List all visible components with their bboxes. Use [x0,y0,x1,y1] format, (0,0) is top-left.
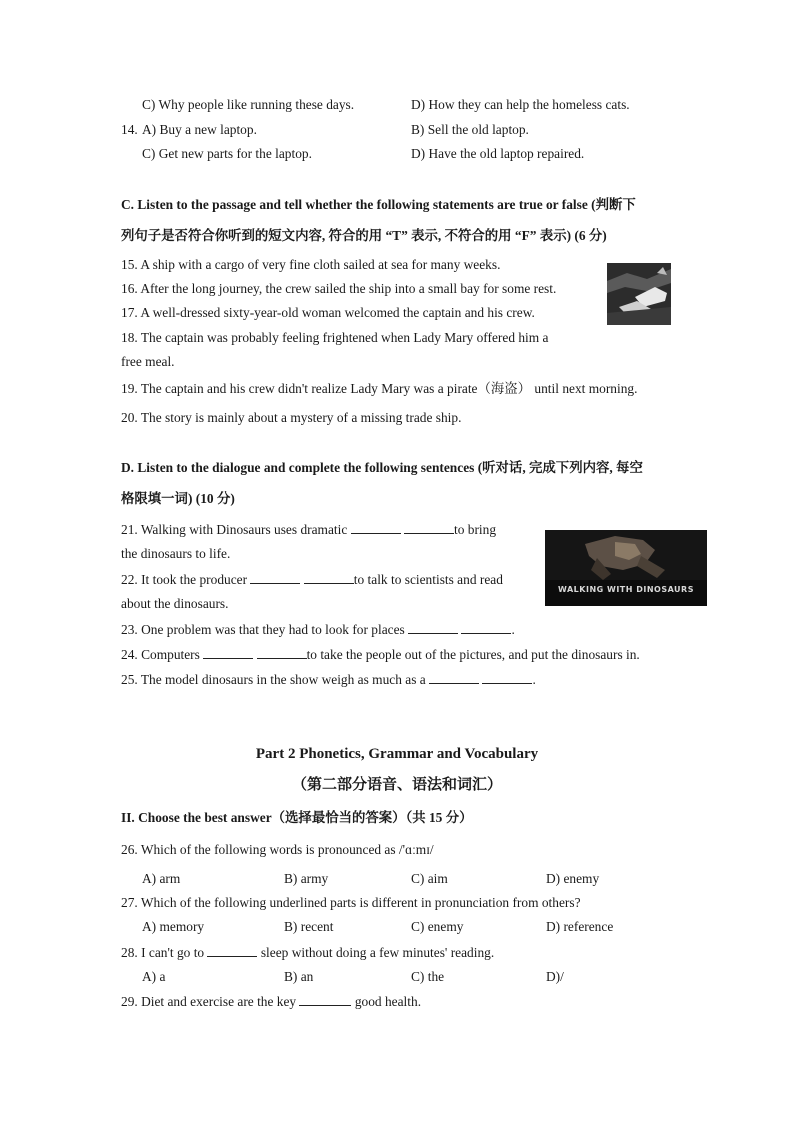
q27-option-d: D) reference [546,919,614,934]
q28-option-b: B) an [284,969,314,984]
blank-21-1[interactable] [351,521,401,534]
statement-17: 17. A well-dressed sixty-year-old woman welcomed the captain and his crew. [121,305,535,320]
sentence-24-text-end: to take the people out of the pictures, and put the dinosaurs in. [306,647,640,662]
dinosaur-show-image [545,530,707,606]
q27-option-a: A) memory [142,919,205,934]
sentence-21 [121,521,496,538]
sentence-22-cont: about the dinosaurs. [121,596,229,611]
sentence-21-cont: the dinosaurs to life. [121,546,231,561]
statement-16: 16. After the long journey, the crew sailed the ship into a small bay for some rest. [121,281,557,296]
dinosaur-image-caption: WALKING WITH DINOSAURS [558,585,694,594]
part2-title: Part 2 Phonetics, Grammar and Vocabulary [255,746,539,762]
part2-subtitle: （第二部分语音、语法和词汇） [291,777,502,793]
blank-25-1[interactable] [429,671,479,684]
q27-option-b: B) recent [284,919,334,934]
q26-option-d: D) enemy [546,871,600,886]
sentence-22-text: 22. It took the producer [121,572,248,587]
q26-option-b: B) army [284,871,329,886]
ship-illustration [607,263,671,325]
q28-option-a: A) a [142,969,166,984]
question-29-text: 29. Diet and exercise are the key [121,994,297,1009]
statement-15: 15. A ship with a cargo of very fine cloth sailed at sea for many weeks. [121,257,501,272]
section-ii-heading: II. Choose the best answer（选择最恰当的答案）（共 15 分） [121,810,473,825]
q14-number: 14. [121,122,138,137]
q14-option-d: D) Have the old laptop repaired. [411,146,585,161]
q14-option-a: A) Buy a new laptop. [142,122,257,137]
question-28-text: 28. I can't go to [121,945,205,960]
blank-25-2[interactable] [482,671,532,684]
question-27: 27. Which of the following underlined parts is different in pronunciation from others? [121,895,581,910]
statement-18-cont: free meal. [121,354,175,369]
sentence-21-text: 21. Walking with Dinosaurs uses dramatic [121,522,348,537]
q27-option-c: C) enemy [411,919,464,934]
question-29-text-end: good health. [354,994,422,1009]
sentence-22 [121,571,503,588]
q13-option-c: C) Why people like running these days. [142,97,355,112]
sentence-23-text: 23. One problem was that they had to look for places [121,622,405,637]
q28-option-c: C) the [411,969,445,984]
section-d-heading: D. Listen to the dialogue and complete the following sentences (听对话, 完成下列内容, 每空 [121,460,643,475]
sentence-23 [121,621,515,638]
sentence-25-text: 25. The model dinosaurs in the show weigh as much as a [121,672,426,687]
blank-21-2[interactable] [404,521,454,534]
q14-option-b: B) Sell the old laptop. [411,122,529,137]
blank-24-2[interactable] [257,646,307,659]
sentence-25 [121,671,536,688]
question-28 [121,944,494,961]
blank-22-2[interactable] [304,571,354,584]
sentence-24-text: 24. Computers [121,647,200,662]
blank-23-1[interactable] [408,621,458,634]
question-28-text-end: sleep without doing a few minutes' reading. [260,945,495,960]
sentence-24 [121,646,640,663]
q26-option-a: A) arm [142,871,181,886]
section-d-heading-cont: 格限填一词) (10 分) [121,491,235,506]
blank-23-2[interactable] [461,621,511,634]
sentence-22-text-end: to talk to scientists and read [353,572,503,587]
sentence-25-text-end: . [532,672,536,687]
section-c-heading: C. Listen to the passage and tell whether the following statements are true or false (判断下 [121,197,636,212]
section-c-heading-cont: 列句子是否符合你听到的短文内容, 符合的用 “T” 表示, 不符合的用 “F” 表示) (6 分) [121,228,607,243]
blank-22-1[interactable] [250,571,300,584]
statement-19: 19. The captain and his crew didn't realize Lady Mary was a pirate（海盗） until next morning. [121,381,638,396]
sentence-23-text-end: . [511,622,515,637]
statement-18: 18. The captain was probably feeling frightened when Lady Mary offered him a [121,330,549,345]
q13-option-d: D) How they can help the homeless cats. [411,97,630,112]
q28-option-d: D)/ [546,969,564,984]
question-29 [121,993,421,1010]
blank-24-1[interactable] [203,646,253,659]
q14-option-c: C) Get new parts for the laptop. [142,146,312,161]
blank-29[interactable] [299,993,351,1006]
q26-option-c: C) aim [411,871,448,886]
sentence-21-text-end: to bring [454,522,497,537]
statement-20: 20. The story is mainly about a mystery of a missing trade ship. [121,410,462,425]
question-26: 26. Which of the following words is pronounced as /'ɑːmɪ/ [121,842,434,857]
blank-28[interactable] [207,944,257,957]
